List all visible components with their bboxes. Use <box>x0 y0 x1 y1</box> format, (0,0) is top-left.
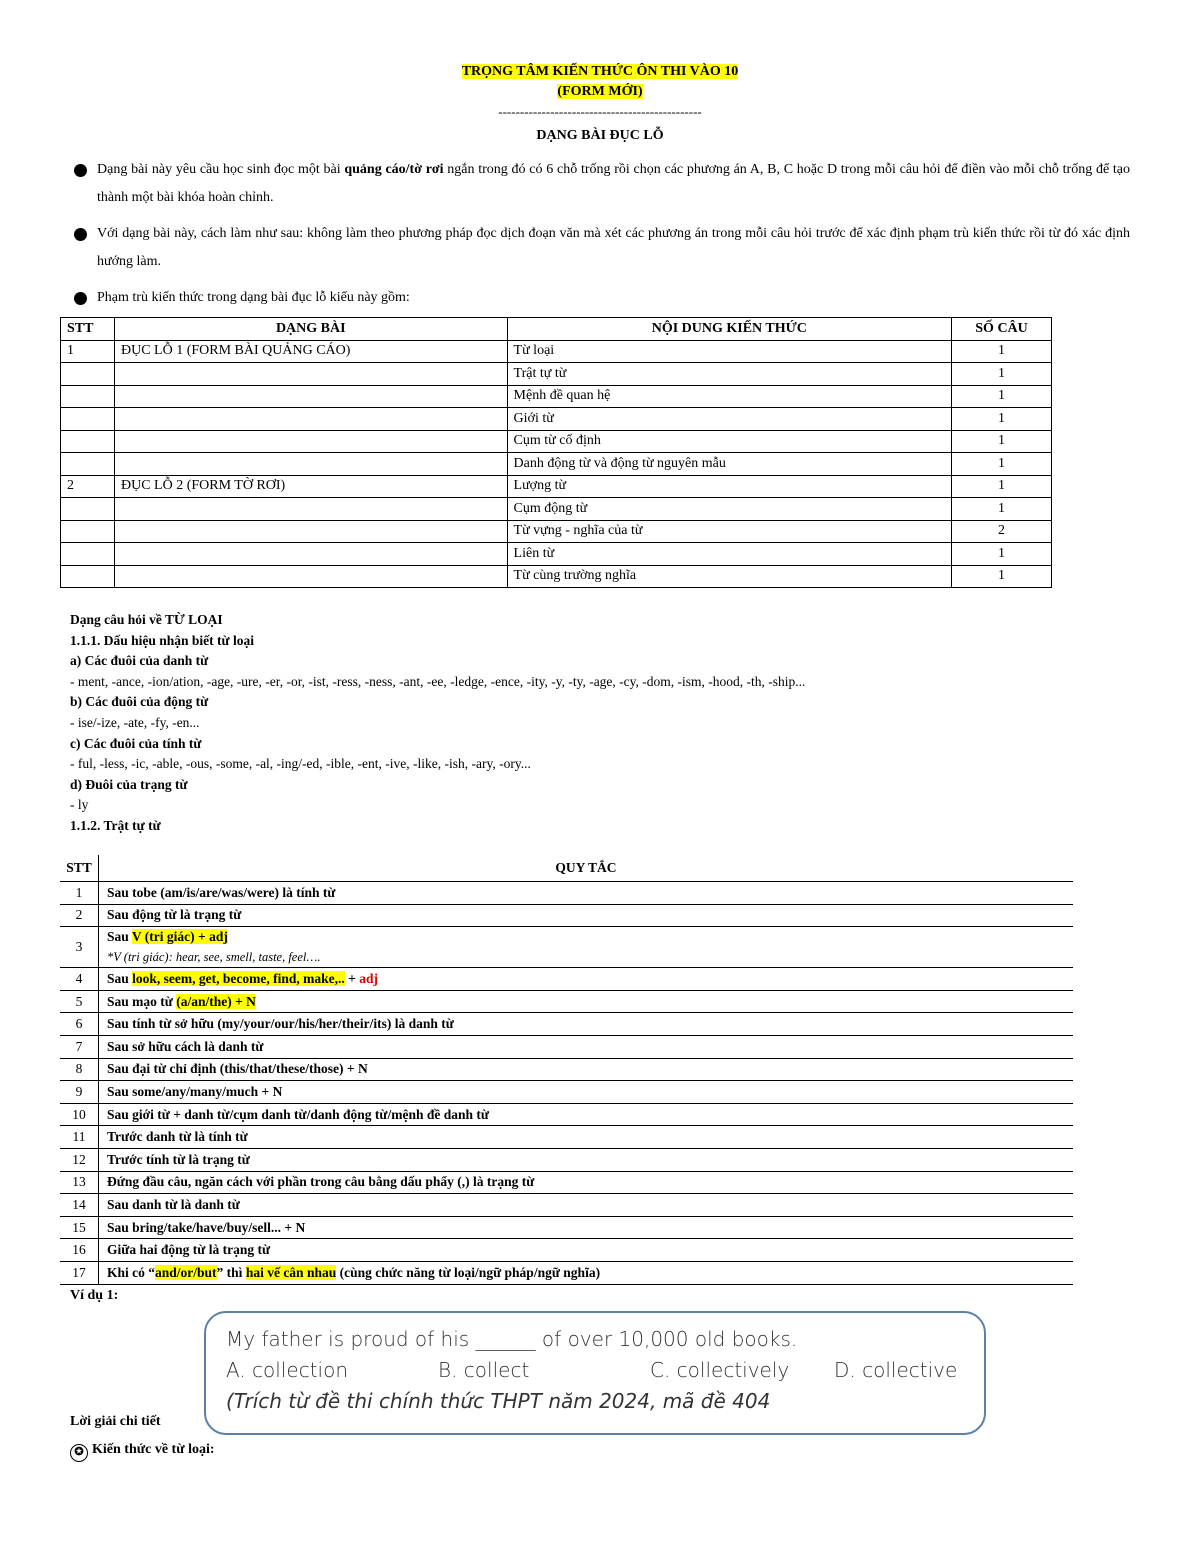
rule-text-part: Sau some/any/many/much + N <box>107 1083 283 1099</box>
bullet-item <box>70 156 1130 212</box>
example-box <box>204 1311 986 1435</box>
table-cell: 1 <box>952 408 1052 431</box>
highlighted-text: V (tri giác) + adj <box>131 929 228 945</box>
rule-text-part: Sau <box>107 929 132 945</box>
example-question: My father is proud of his ______ of over 10,000 old books. <box>226 1327 798 1351</box>
rule-note: *V (tri giác): hear, see, smell, taste, feel…. <box>107 950 321 965</box>
rule-number: 15 <box>60 1216 99 1239</box>
table-cell: ĐỤC LỖ 1 (FORM BÀI QUẢNG CÁO) <box>114 340 507 363</box>
rule-number: 9 <box>60 1081 99 1104</box>
table-cell: 1 <box>952 340 1052 363</box>
bullet-text: Với dạng bài này, cách làm như sau: không làm theo phương pháp đọc dịch đoạn văn mà xét các phương án trong mỗi câu hỏi trước để xác định phạm trù kiến thức rồi từ đó xác định hướng làm. <box>97 226 1130 269</box>
rule-number: 10 <box>60 1103 99 1126</box>
bullet-text: Phạm trù kiến thức trong dạng bài đục lỗ kiểu này gồm: <box>97 290 410 305</box>
red-text: adj <box>359 970 378 986</box>
rule-text-part: Sau động từ là trạng từ <box>107 907 242 923</box>
table-row <box>61 385 1052 408</box>
rule-text <box>99 990 1074 1013</box>
rule-text <box>99 927 1074 968</box>
table-cell: 1 <box>952 430 1052 453</box>
table-cell <box>61 543 115 566</box>
rule-number: 17 <box>60 1261 99 1284</box>
table-row <box>61 520 1052 543</box>
table-row <box>60 1171 1073 1194</box>
table-row <box>60 1216 1073 1239</box>
knowledge-label: Kiến thức về từ loại: <box>92 1442 215 1457</box>
adjective-suffix-label: c) Các đuôi của tính từ <box>70 735 202 751</box>
highlighted-text: look, seem, get, become, find, make,.. <box>132 970 345 986</box>
option-b: B. collect <box>438 1358 530 1382</box>
highlighted-text: and/or/but <box>155 1264 217 1280</box>
section-heading: Dạng câu hỏi về TỪ LOẠI <box>70 612 223 627</box>
table-cell <box>114 498 507 521</box>
rule-text-part: Trước danh từ là tính từ <box>107 1129 248 1145</box>
rule-text <box>99 1216 1074 1239</box>
rule-text-part: Sau giới từ + danh từ/cụm danh từ/danh động từ/mệnh đề danh từ <box>107 1106 490 1122</box>
rule-text-part: Trước tính từ là trạng từ <box>107 1151 250 1167</box>
table-cell: 1 <box>952 565 1052 588</box>
rule-text-part: Sau <box>107 970 133 986</box>
table-cell: Cụm động từ <box>507 498 952 521</box>
solution-label: Lời giải chi tiết <box>70 1414 161 1429</box>
table-cell <box>61 453 115 476</box>
table-cell <box>61 408 115 431</box>
column-header: NỘI DUNG KIẾN THỨC <box>507 318 952 341</box>
table-cell <box>61 385 115 408</box>
verb-suffix-label: b) Các đuôi của động từ <box>70 694 209 710</box>
rule-text-part: Sau bring/take/have/buy/sell... + N <box>107 1219 306 1235</box>
table-cell: 1 <box>952 453 1052 476</box>
document-title: TRỌNG TÂM KIẾN THỨC ÔN THI VÀO 10 <box>461 64 739 79</box>
table-cell: Trật tự từ <box>507 363 952 386</box>
table-cell: 1 <box>952 385 1052 408</box>
table-row <box>61 340 1052 363</box>
table-cell: Lượng từ <box>507 475 952 498</box>
table-cell <box>61 363 115 386</box>
verb-suffix-list: - ise/-ize, -ate, -fy, -en... <box>70 714 200 730</box>
rule-text <box>99 904 1074 927</box>
table-row <box>61 363 1052 386</box>
column-header: STT <box>60 855 99 882</box>
column-header: STT <box>61 318 115 341</box>
table-cell: Liên từ <box>507 543 952 566</box>
table-row <box>60 968 1073 991</box>
example-source: (Trích từ đề thi chính thức THPT năm 2024, mã đề 404 <box>226 1389 771 1413</box>
rule-number: 5 <box>60 990 99 1013</box>
rule-number: 3 <box>60 927 99 968</box>
table-cell <box>114 520 507 543</box>
rule-text-part: ” thì <box>216 1264 246 1280</box>
rule-text-part: Sau đại từ chỉ định (this/that/these/those) + N <box>107 1061 368 1077</box>
option-a: A. collection <box>226 1358 349 1382</box>
table-cell <box>114 385 507 408</box>
title-block <box>0 62 1200 146</box>
knowledge-label-line <box>70 1442 215 1462</box>
rule-text-part: Sau sở hữu cách là danh từ <box>107 1038 264 1054</box>
column-header: QUY TẮC <box>99 855 1074 882</box>
table-cell <box>114 408 507 431</box>
adverb-suffix-label: d) Đuôi của trạng từ <box>70 776 188 792</box>
bullet-dot-icon <box>74 228 87 241</box>
rule-text <box>99 1081 1074 1104</box>
star-circle-icon: ✪ <box>70 1444 88 1462</box>
table-cell <box>114 543 507 566</box>
table-cell: 1 <box>952 498 1052 521</box>
rule-text-part: Sau mạo từ <box>107 993 177 1009</box>
table-row <box>61 430 1052 453</box>
table-cell: Danh động từ và động từ nguyên mẫu <box>507 453 952 476</box>
table-row <box>60 927 1073 968</box>
table-row <box>61 408 1052 431</box>
rule-number: 13 <box>60 1171 99 1194</box>
table-cell <box>114 430 507 453</box>
knowledge-table <box>60 317 1052 588</box>
table-row <box>61 475 1052 498</box>
section-title: DẠNG BÀI ĐỤC LỖ <box>536 128 664 143</box>
table-row <box>61 565 1052 588</box>
column-header: DẠNG BÀI <box>114 318 507 341</box>
rule-text-part: + <box>344 970 360 986</box>
adjective-suffix-list: - ful, -less, -ic, -able, -ous, -some, -al, -ing/-ed, -ible, -ent, -ive, -like, -ish, -ary, -ory... <box>70 756 531 772</box>
rule-text-part: Giữa hai động từ là trạng từ <box>107 1242 271 1258</box>
table-cell: Mệnh đề quan hệ <box>507 385 952 408</box>
table-cell: Từ loại <box>507 340 952 363</box>
table-row <box>60 904 1073 927</box>
rule-number: 16 <box>60 1239 99 1262</box>
table-row <box>60 882 1073 905</box>
bullet-text-pre: Dạng bài này yêu cầu học sinh đọc một bài <box>97 162 345 177</box>
rule-text-part: Khi có “ <box>107 1264 156 1280</box>
rule-text <box>99 1058 1074 1081</box>
bullet-text-bold: quảng cáo/tờ rơi <box>344 162 444 177</box>
rule-text <box>99 882 1074 905</box>
table-cell: 1 <box>61 340 115 363</box>
rule-text <box>99 1103 1074 1126</box>
noun-suffix-label: a) Các đuôi của danh từ <box>70 653 209 669</box>
table-cell: Từ cùng trường nghĩa <box>507 565 952 588</box>
table-cell: 1 <box>952 363 1052 386</box>
bullet-item <box>70 220 1130 276</box>
rule-number: 12 <box>60 1148 99 1171</box>
table-cell: ĐỤC LỖ 2 (FORM TỜ RƠI) <box>114 475 507 498</box>
table-row <box>60 1126 1073 1149</box>
rule-number: 11 <box>60 1126 99 1149</box>
table-cell <box>61 430 115 453</box>
document-subtitle: (FORM MỚI) <box>557 84 643 99</box>
table-cell: Từ vựng - nghĩa của từ <box>507 520 952 543</box>
subsection-heading: 1.1.2. Trật tự từ <box>70 817 161 833</box>
rule-text <box>99 1126 1074 1149</box>
rules-table-body <box>60 882 1073 1285</box>
table-cell <box>61 565 115 588</box>
bullet-dot-icon <box>74 292 87 305</box>
table-cell <box>114 565 507 588</box>
table-row <box>60 1035 1073 1058</box>
table-row <box>60 1148 1073 1171</box>
knowledge-table-body <box>61 340 1052 588</box>
rule-text <box>99 1239 1074 1262</box>
divider-line: ----------------------------------------------- <box>498 104 702 119</box>
table-row <box>60 1194 1073 1217</box>
table-row <box>60 1261 1073 1284</box>
option-c: C. collectively <box>650 1358 790 1382</box>
adverb-suffix-list: - ly <box>70 797 89 813</box>
subsection-heading: 1.1.1. Dấu hiệu nhận biết từ loại <box>70 632 255 648</box>
rule-text-part: Đứng đầu câu, ngăn cách với phần trong câu bằng dấu phẩy (,) là trạng từ <box>107 1174 535 1190</box>
rule-text <box>99 1171 1074 1194</box>
rule-text <box>99 1261 1074 1284</box>
table-cell <box>114 453 507 476</box>
table-row <box>61 453 1052 476</box>
rule-text <box>99 1194 1074 1217</box>
rule-number: 4 <box>60 968 99 991</box>
rules-table <box>60 855 1073 1285</box>
rule-text-part: Sau danh từ là danh từ <box>107 1196 240 1212</box>
rule-number: 1 <box>60 882 99 905</box>
table-cell: 2 <box>952 520 1052 543</box>
table-cell <box>61 520 115 543</box>
rule-text <box>99 1148 1074 1171</box>
rule-number: 6 <box>60 1013 99 1036</box>
bullet-dot-icon <box>74 164 87 177</box>
word-form-section <box>70 610 1130 837</box>
rule-number: 2 <box>60 904 99 927</box>
rule-text-part: (cùng chức năng từ loại/ngữ pháp/ngữ nghĩa) <box>336 1264 601 1280</box>
table-row <box>60 1081 1073 1104</box>
rule-text-part: Sau tobe (am/is/are/was/were) là tính từ <box>107 884 336 900</box>
noun-suffix-list: - ment, -ance, -ion/ation, -age, -ure, -er, -or, -ist, -ress, -ness, -ant, -ee, -ledge, -ence, -ity, -y, -ty, -age, -cy, -dom, -ism, -hood, -th, -ship... <box>70 673 806 689</box>
table-row <box>60 990 1073 1013</box>
bullet-text-post: ngắn trong đó có 6 chỗ trống rồi chọn các phương án A, B, C hoặc D trong mỗi câu hỏi để điền vào mỗi chỗ trống để tạo thành một bài khóa hoàn chỉnh. <box>97 162 1130 205</box>
table-cell: 1 <box>952 475 1052 498</box>
table-row <box>61 498 1052 521</box>
table-row <box>61 543 1052 566</box>
intro-bullets <box>70 156 1130 320</box>
rule-number: 7 <box>60 1035 99 1058</box>
column-header: SỐ CÂU <box>952 318 1052 341</box>
rule-text-part: Sau tính từ sở hữu (my/your/our/his/her/their/its) là danh từ <box>107 1016 454 1032</box>
example-label: Ví dụ 1: <box>70 1288 119 1303</box>
table-row <box>60 1239 1073 1262</box>
highlighted-text: (a/an/the) + N <box>176 993 256 1009</box>
rule-text <box>99 968 1074 991</box>
table-row <box>60 1103 1073 1126</box>
option-d: D. collective <box>834 1358 958 1382</box>
highlighted-text: hai vế cân nhau <box>245 1264 337 1280</box>
table-cell: Cụm từ cố định <box>507 430 952 453</box>
table-cell: 2 <box>61 475 115 498</box>
rule-number: 14 <box>60 1194 99 1217</box>
table-cell <box>61 498 115 521</box>
rule-text <box>99 1013 1074 1036</box>
table-row <box>60 1058 1073 1081</box>
rule-number: 8 <box>60 1058 99 1081</box>
table-cell: Giới từ <box>507 408 952 431</box>
table-row <box>60 1013 1073 1036</box>
table-cell <box>114 363 507 386</box>
rule-text <box>99 1035 1074 1058</box>
table-cell: 1 <box>952 543 1052 566</box>
bullet-item <box>70 284 1130 312</box>
